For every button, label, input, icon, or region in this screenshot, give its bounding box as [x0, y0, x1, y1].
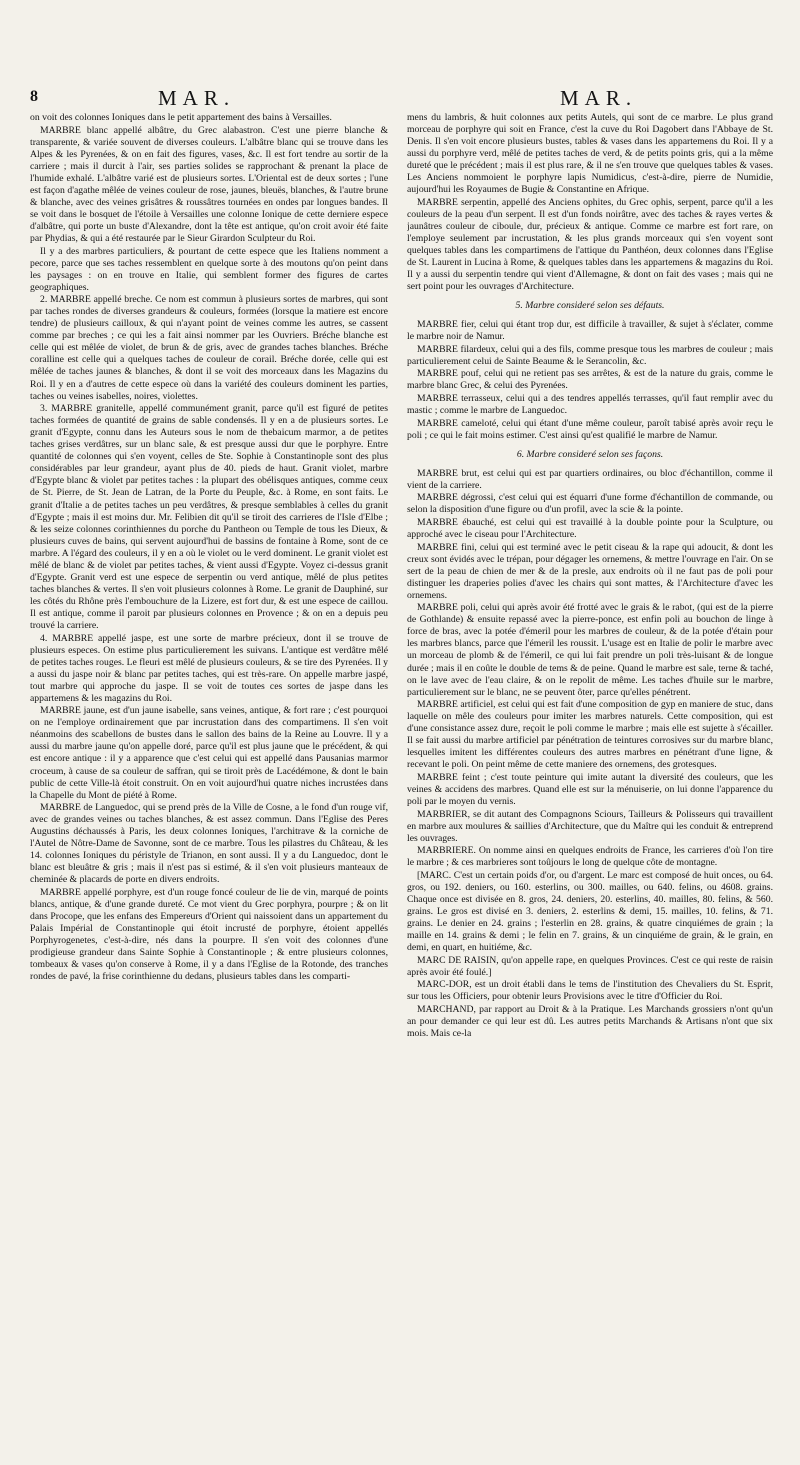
section-heading-defauts: 5. Marbre consideré selon ses défauts.	[515, 300, 665, 312]
paragraph: 3. MARBRE granitelle, appellé communément granit, parce qu'il est figuré de petites taches formées de quantité de grains de sable condensés. Il y en a de plusieurs sortes. Le granit d'Egypte, connu dans les Auteurs sous le nom de thebaicum marmor, a de petites taches grises verdâtres, sur un blanc sale, & est presque aussi dur que le porphyre. Entre quantité de colonnes qui s'en voyent, celles de Ste. Sophie à Constantinople sont des plus considérables par leur grandeur, ayant plus de 40. pieds de haut. Granit violet, marbre d'Egypte blanc & violet par petites taches : la plupart des obélisques antiques, comme ceux de St. Pierre, de St. Jean de Latran, de la Porte du Peuple, &c. à Rome, en sont faits. Le granit d'Italie a de petites taches un peu verdâtres, & presque semblables à celles du granit d'Egypte ; mais il est moins dur. Mr. Felibien dit qu'il se tiroit des carrieres de l'Isle d'Elbe ; & les seize colonnes corinthiennes du porche du Pantheon ou Temple de tous les Dieux, & plusieurs cuves de bains, qui servent aujourd'hui de bassins de fontaine à Rome, sont de ce marbre. A l'égard des couleurs, il y en a où le violet ou le verd dominent. Le granit violet est mêlé de blanc & de violet par petites taches, & vient aussi d'Egypte. Voyez ci-dessus granit d'Egypte. Granit verd est une espece de serpentin ou verd antique, mêlé de plus petites taches blanches & vertes. Il s'en voit plusieurs colonnes à Rome. Le granit de Dauphiné, sur les côtés du Rhône près l'embouchure de la Lizere, est fort dur, & est une espece de caillou. Il est antique, comme il paroit par plusieurs colonnes en Provence ; & on en a depuis peu trouvé la carriere.	[30, 403, 388, 631]
right-column	[407, 112, 773, 1457]
running-head-right: MAR.	[560, 86, 638, 110]
section-heading-facons: 6. Marbre consideré selon ses façons.	[516, 448, 664, 460]
paragraph: MARBRE fier, celui qui étant trop dur, est difficile à travailler, & sujet à s'éclater, comme le marbre noir de Namur.	[407, 319, 773, 343]
paragraph: MARBRE pouf, celui qui ne retient pas ses arrêtes, & est de la nature du grais, comme le marbre blanc Grec, & celui des Pyrenées.	[407, 368, 773, 392]
paragraph: MARBRE terrasseux, celui qui a des tendres appellés terrasses, qu'il faut remplir avec du mastic ; comme le marbre de Languedoc.	[407, 393, 773, 417]
paragraph: MARBRE fini, celui qui est terminé avec le petit ciseau & la rape qui adoucit, & dont les creux sont évidés avec le trépan, pour dégager les ornemens, & mettre l'ouvrage en l'air. On se sert de la peau de chien de mer & de la presle, aux endroits où il ne faut pas de poli pour distinguer les draperies polies d'avec les chairs qui sont mattes, & l'Architecture d'avec les ornemens.	[407, 541, 773, 601]
paragraph: MARBRE appellé porphyre, est d'un rouge foncé couleur de lie de vin, marqué de points blancs, antique, & d'une grande dureté. Ce mot vient du Grec porphyra, pourpre ; & on lit dans Procope, que les enfans des Empereurs d'Orient qui naissoient dans un appartement du Palais Impérial de Constantinople qui étoit incrusté de porphyre, étoient appellés Porphyrogenetes, c'est-à-dire, nés dans la pourpre. Il s'en voit des colonnes d'une prodigieuse grandeur dans Sainte Sophie à Constantinople ; & entre plusieurs colonnes, tombeaux & vases qu'on conserve à Rome, il y a dans l'Eglise de la Rotonde, des tranches rondes de pavé, la frise corinthienne du dedans, plusieurs tables dans les comparti-	[30, 887, 388, 983]
page-header	[0, 86, 800, 110]
paragraph: MARBRE jaune, est d'un jaune isabelle, sans veines, antique, & fort rare ; c'est pourquoi on ne l'employe ordinairement que par incrustation dans des compartimens. Il s'en voit néanmoins des scabellons de bustes dans le sallon des bains de la Reine au Louvre. Il y a aussi du marbre jaune qu'on appelle doré, parce qu'il est plus jaune que le précédent, & qui est encore antique : il y a apparence que c'est celui qui est appellé dans Pausanias marmor croceum, à cause de sa couleur de saffran, qui se tiroit près de Lacédémone, & dont le bain public de cette Ville-là étoit construit. On en voit aujourd'hui quatre niches incrustées dans la Chapelle du Mont de piété à Rome.	[30, 705, 388, 801]
paragraph: MARC-DOR, est un droit établi dans le tems de l'institution des Chevaliers du St. Esprit, sur tous les Officiers, pour obtenir leurs Provisions avec le titre d'Officier du Roi.	[407, 979, 773, 1003]
paragraph: MARBRE cameloté, celui qui étant d'une même couleur, paroît tabisé après avoir reçu le poli ; ce qui le fait moins estimer. C'est ainsi qu'est qualifié le marbre de Namur.	[407, 417, 773, 441]
running-head-left: MAR.	[158, 86, 236, 110]
paragraph: MARC DE RAISIN, qu'on appelle rape, en quelques Provinces. C'est ce qui reste de raisin après avoir été foulé.]	[407, 954, 773, 978]
paragraph: MARBRIERE. On nomme ainsi en quelques endroits de France, les carrieres d'où l'on tire le marbre ; & ces marbrieres sont toûjours le long de quelque côte de montagne.	[407, 845, 773, 869]
paragraph: MARBRE de Languedoc, qui se prend près de la Ville de Cosne, a le fond d'un rouge vif, avec de grandes veines ou taches blanches, & est assez commun. Dans l'Eglise des Peres Augustins déchaussés à Paris, les deux colonnes Ioniques, l'architrave & la corniche de l'Autel de Nôtre-Dame de Savonne, sont de ce marbre. Tous les pilastres du Château, & les 14. colonnes Ioniques du péristyle de Trianon, en sont aussi. Il y a du Languedoc, dont le blanc est bleuâtre & gris ; mais il n'est pas si estimé, & il s'en voit plusieurs manteaux de cheminée & placards de porte en divers endroits.	[30, 802, 388, 886]
paragraph: MARBRE brut, est celui qui est par quartiers ordinaires, ou bloc d'échantillon, comme il vient de la carriere.	[407, 467, 773, 491]
paragraph: MARCHAND, par rapport au Droit & à la Pratique. Les Marchands grossiers n'ont qu'un an pour demander ce qui leur est dû. Les autres petits Marchands & Artisans n'ont que six mois. Mais ce-la	[407, 1003, 773, 1039]
paragraph: MARBRE artificiel, est celui qui est fait d'une composition de gyp en maniere de stuc, dans laquelle on mêle des couleurs pour imiter les marbres naturels. Cette composition, qui est d'une consistance assez dure, reçoit le poli comme le marbre ; mais elle est sujette à s'écailler. Il se fait aussi du marbre artificiel par pénétration de teintures corrosives sur du marbre blanc, lesquelles imitent les différentes couleurs des autres marbres en pénétrant d'une ligne, & recevant le poli. On peint même de cette maniere des ornemens, des grotesques.	[407, 699, 773, 771]
paragraph: MARBRE poli, celui qui après avoir été frotté avec le grais & le rabot, (qui est de la pierre de Gothlande) & ensuite repassé avec la pierre-ponce, est enfin poli au bouchon de linge à force de bras, avec la potée d'émeril pour les marbres de couleur, & de la potée d'étain pour les marbres blancs, parce que l'émeril les roussit. L'usage est en Italie de polir le marbre avec un morceau de plomb & de l'émeril, ce qui lui fait prendre un poli très-luisant & de longue durée ; mais il en coûte le double de tems & de peine. Quand le marbre est sale, terne & taché, on le lave avec de l'eau claire, & on le repolit de même. Les taches d'huile sur le marbre, particulierement sur le blanc, ne se peuvent ôter, parce qu'elles pénétrent.	[407, 602, 773, 698]
page-number: 8	[30, 88, 38, 105]
paragraph: on voit des colonnes Ioniques dans le petit appartement des bains à Versailles.	[30, 112, 332, 123]
paragraph: MARBRE filardeux, celui qui a des fils, comme presque tous les marbres de couleur ; mais particulierement celui de Sainte Beaume & le Serancolin, &c.	[407, 343, 773, 367]
paragraph: MARBRE dégrossi, c'est celui qui est équarri d'une forme d'échantillon de commande, ou selon la disposition d'une figure ou d'un profil, avec la scie & la pointe.	[407, 492, 773, 516]
left-column	[30, 112, 388, 1457]
paragraph: MARBRIER, se dit autant des Compagnons Sciours, Tailleurs & Polisseurs qui travaillent en marbre aux moulures & saillies d'Architecture, que du Maître qui les conduit & entreprend les ouvrages.	[407, 808, 773, 844]
paragraph: MARBRE feint ; c'est toute peinture qui imite autant la diversité des couleurs, que les veines & accidens des marbres. Quand elle est sur la ménuiserie, on lui donne l'apparence du poli par le moyen du vernis.	[407, 771, 773, 808]
paragraph: Il y a des marbres particuliers, & pourtant de cette espece que les Italiens nomment a pecore, parce que ses taches ressemblent en quelque sorte à des moutons qu'on peint dans les paysages : on en trouve en Italie, qui semblent former des figures de cartes geographiques.	[30, 245, 388, 293]
paragraph: MARBRE blanc appellé albâtre, du Grec alabastron. C'est une pierre blanche & transparente, & variée souvent de diverses couleurs. L'albâtre blanc qui se trouve dans les Alpes & les Pyrenées, & on en fait des figures, vases, &c. Il est fort tendre au sortir de la carriere ; mais il durcit à l'air, ses parties solides se rapprochant & prenant la place de l'humide exhalé. L'albâtre varié est de plusieurs sortes. L'Oriental est de deux sortes ; l'une est façon d'agathe mêlée de veines couleur de rose, jaunes, bleuës, blanches, & l'autre brune & blanche, avec des veines grisâtres & roussâtres tournées en ondes par longues bandes. Il se voit dans le bosquet de l'étoile à Versailles une colonne Ionique de cette derniere espece d'albâtre, qui porte un buste d'Alexandre, dont la tête est antique, qu'on croit avoir été faite par Phydias, & qui a été restaurée par le Sieur Girardon Sculpteur du Roi.	[30, 124, 388, 244]
paragraph: 4. MARBRE appellé jaspe, est une sorte de marbre précieux, dont il se trouve de plusieurs especes. On estime plus particulierement les suivans. L'antique est verdâtre mêlé de petites taches rouges. Le fleuri est mêlé de plusieurs couleurs, & se tire des Pyrenées. Il y a aussi du jaspe noir & blanc par petites taches, qui est très-rare. On appelle marbre jaspé, tout marbre qui approche du jaspe. Il se voit de toutes ces sortes de jaspe dans les appartemens & les magazins du Roi.	[30, 632, 388, 704]
paragraph: [MARC. C'est un certain poids d'or, ou d'argent. Le marc est composé de huit onces, ou 64. gros, ou 192. deniers, ou 160. esterlins, ou 300. mailles, ou 640. felins, ou 4608. grains. Chaque once est divisée en 8. gros, 24. deniers, 20. esterlins, 40. mailles, 80. felins, & 560. grains. Le gros est divisé en 3. deniers, 2. esterlins & demi, 15. mailles, 10. felins, & 71. grains. Le denier en 24. grains ; l'esterlin en 28. grains, & quatre cinquiémes de grain ; la maille en 14. grains & demi ; le felin en 7. grains, & un cinquiéme de grain, & le grain, en demi, en quart, en huitiéme, &c.	[407, 869, 773, 954]
paragraph: mens du lambris, & huit colonnes aux petits Autels, qui sont de ce marbre. Le plus grand morceau de porphyre qui soit en France, c'est la cuve du Roi Dagobert dans l'Abbaye de St. Denis. Il s'en voit encore plusieurs bustes, tables & vases dans les appartemens du Roi. Il y a aussi du porphyre verd, mêlé de petites taches de verd, & de petits points gris, qui a la même dureté que le précédent ; mais il est plus rare, & il ne s'en trouve que quelques tables & vases. Les Anciens nommoient le porphyre lapis Numidicus, c'est-à-dire, pierre de Numidie, aujourd'hui les Royaumes de Bugie & Constantine en Afrique.	[407, 112, 773, 196]
paragraph: 2. MARBRE appellé breche. Ce nom est commun à plusieurs sortes de marbres, qui sont par taches rondes de diverses grandeurs & couleurs, formées (lorsque la matiere est encore tendre) de plusieurs cailloux, & qui n'ayant point de veines comme les autres, se cassent comme par breches ; ce qui les a fait ainsi nommer par les Ouvriers. Bréche blanche est celle qui est mêlée de violet, de brun & de gris, avec de grandes taches blanches. Bréche coralline est celle qui a quelques taches de couleur de corail. Bréche dorée, celle qui est mêlée de taches jaunes & blanches, & dont il se voit des morceaux dans les Magazins du Roi. Il y en a d'autres de cette espece où dans la variété des couleurs dominent les parties, taches ou veines isabelles, noires, violettes.	[30, 294, 388, 402]
paragraph: MARBRE serpentin, appellé des Anciens ophites, du Grec ophis, serpent, parce qu'il a les couleurs de la peau d'un serpent. Il est d'un fonds noirâtre, avec des taches & rayes vertes & jaunâtres couleur de ciboule, dur, précieux & antique. Comme ce marbre est fort rare, on l'employe seulement par incrustation, & les plus grands morceaux qui s'en voyent sont quelques tables dans les compartimens de l'attique du Panthéon, deux colonnes dans l'Eglise de St. Laurent in Lucina à Rome, & quelques tables dans les appartemens & magazins du Roi. Il y a aussi du serpentin tendre qui vient d'Allemagne, & dont on fait des vases ; mais qui ne sert point pour les ouvrages d'Architecture.	[407, 196, 773, 293]
paragraph: MARBRE ébauché, est celui qui est travaillé à la double pointe pour la Sculpture, ou approché avec le ciseau pour l'Architecture.	[407, 516, 773, 540]
